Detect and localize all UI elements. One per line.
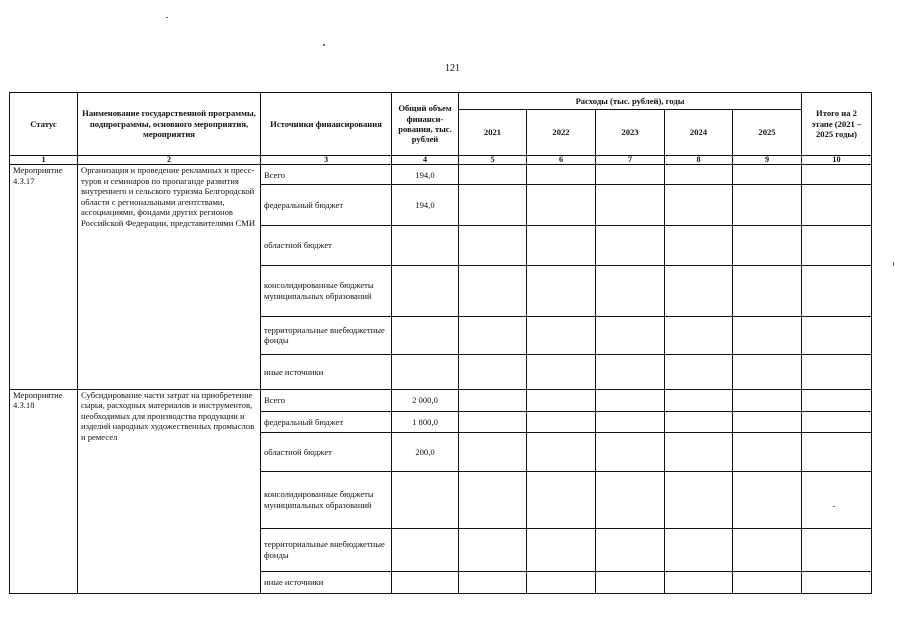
funding-total (392, 316, 459, 355)
funding-total (392, 226, 459, 266)
column-number: 8 (665, 156, 733, 165)
funding-total (392, 265, 459, 316)
funding-source: Всего (261, 165, 392, 185)
column-number: 1 (10, 156, 78, 165)
funding-source: областной бюджет (261, 433, 392, 472)
funding-total (392, 355, 459, 390)
funding-table (9, 92, 872, 594)
column-number: 10 (802, 156, 872, 165)
event-status: Мероприятие 4.3.18 (10, 389, 78, 593)
funding-total (392, 571, 459, 593)
page-number: 121 (445, 63, 460, 74)
table-row (10, 165, 872, 185)
funding-source: иные источники (261, 571, 392, 593)
funding-source: федеральный бюджет (261, 412, 392, 433)
header-expenses-group: Расходы (тыс. рублей), годы (459, 93, 802, 110)
header-stage-total: Итого на 2 этапе (2021 – 2025 годы) (802, 93, 872, 156)
column-number: 9 (733, 156, 802, 165)
funding-source: иные источники (261, 355, 392, 390)
column-number: 5 (459, 156, 527, 165)
column-number: 6 (527, 156, 596, 165)
funding-total: 2 000,0 (392, 389, 459, 411)
funding-source: консолидированные бюджеты муниципальных образований (261, 471, 392, 528)
header-status: Статус (10, 93, 78, 156)
header-name: Наименование государственной программы, подпрограммы, основного мероприятия, мероприятия (78, 93, 261, 156)
funding-source: консолидированные бюджеты муниципальных образований (261, 265, 392, 316)
funding-total: 200,0 (392, 433, 459, 472)
scan-speck (166, 17, 168, 18)
column-number: 2 (78, 156, 261, 165)
table-row (10, 389, 872, 411)
event-name: Организация и проведение рекламных и пресс-туров и семинаров по пропаганде развития внутреннего и сельского туризма Белгородской области с региональными агентствами, ассоциациями, фондами других регионов Российской Федерации, представителями СМИ (78, 165, 261, 390)
scan-speck (323, 44, 325, 46)
funding-total (392, 471, 459, 528)
column-number: 7 (596, 156, 665, 165)
column-number: 3 (261, 156, 392, 165)
funding-source: территориальные внебюджетные фонды (261, 316, 392, 355)
column-number-row (10, 156, 872, 165)
funding-source: областной бюджет (261, 226, 392, 266)
column-number: 4 (392, 156, 459, 165)
funding-source: Всего (261, 389, 392, 411)
header-year: 2023 (596, 110, 665, 156)
scan-speck (893, 262, 894, 266)
funding-total (392, 528, 459, 571)
funding-total: 194,0 (392, 185, 459, 226)
event-status: Мероприятие 4.3.17 (10, 165, 78, 390)
header-total-volume: Общий объем финанси-рования, тыс. рублей (392, 93, 459, 156)
funding-total: 194,0 (392, 165, 459, 185)
header-sources: Источники финансирования (261, 93, 392, 156)
header-year: 2021 (459, 110, 527, 156)
funding-source: федеральный бюджет (261, 185, 392, 226)
funding-source: территориальные внебюджетные фонды (261, 528, 392, 571)
event-name: Субсидирование части затрат на приобретение сырья, расходных материалов и инструментов, необходимых для производства продукции и изделий народных художественных промыслов и ремесел (78, 389, 261, 593)
header-year: 2022 (527, 110, 596, 156)
header-year: 2025 (733, 110, 802, 156)
header-year: 2024 (665, 110, 733, 156)
funding-total: 1 800,0 (392, 412, 459, 433)
